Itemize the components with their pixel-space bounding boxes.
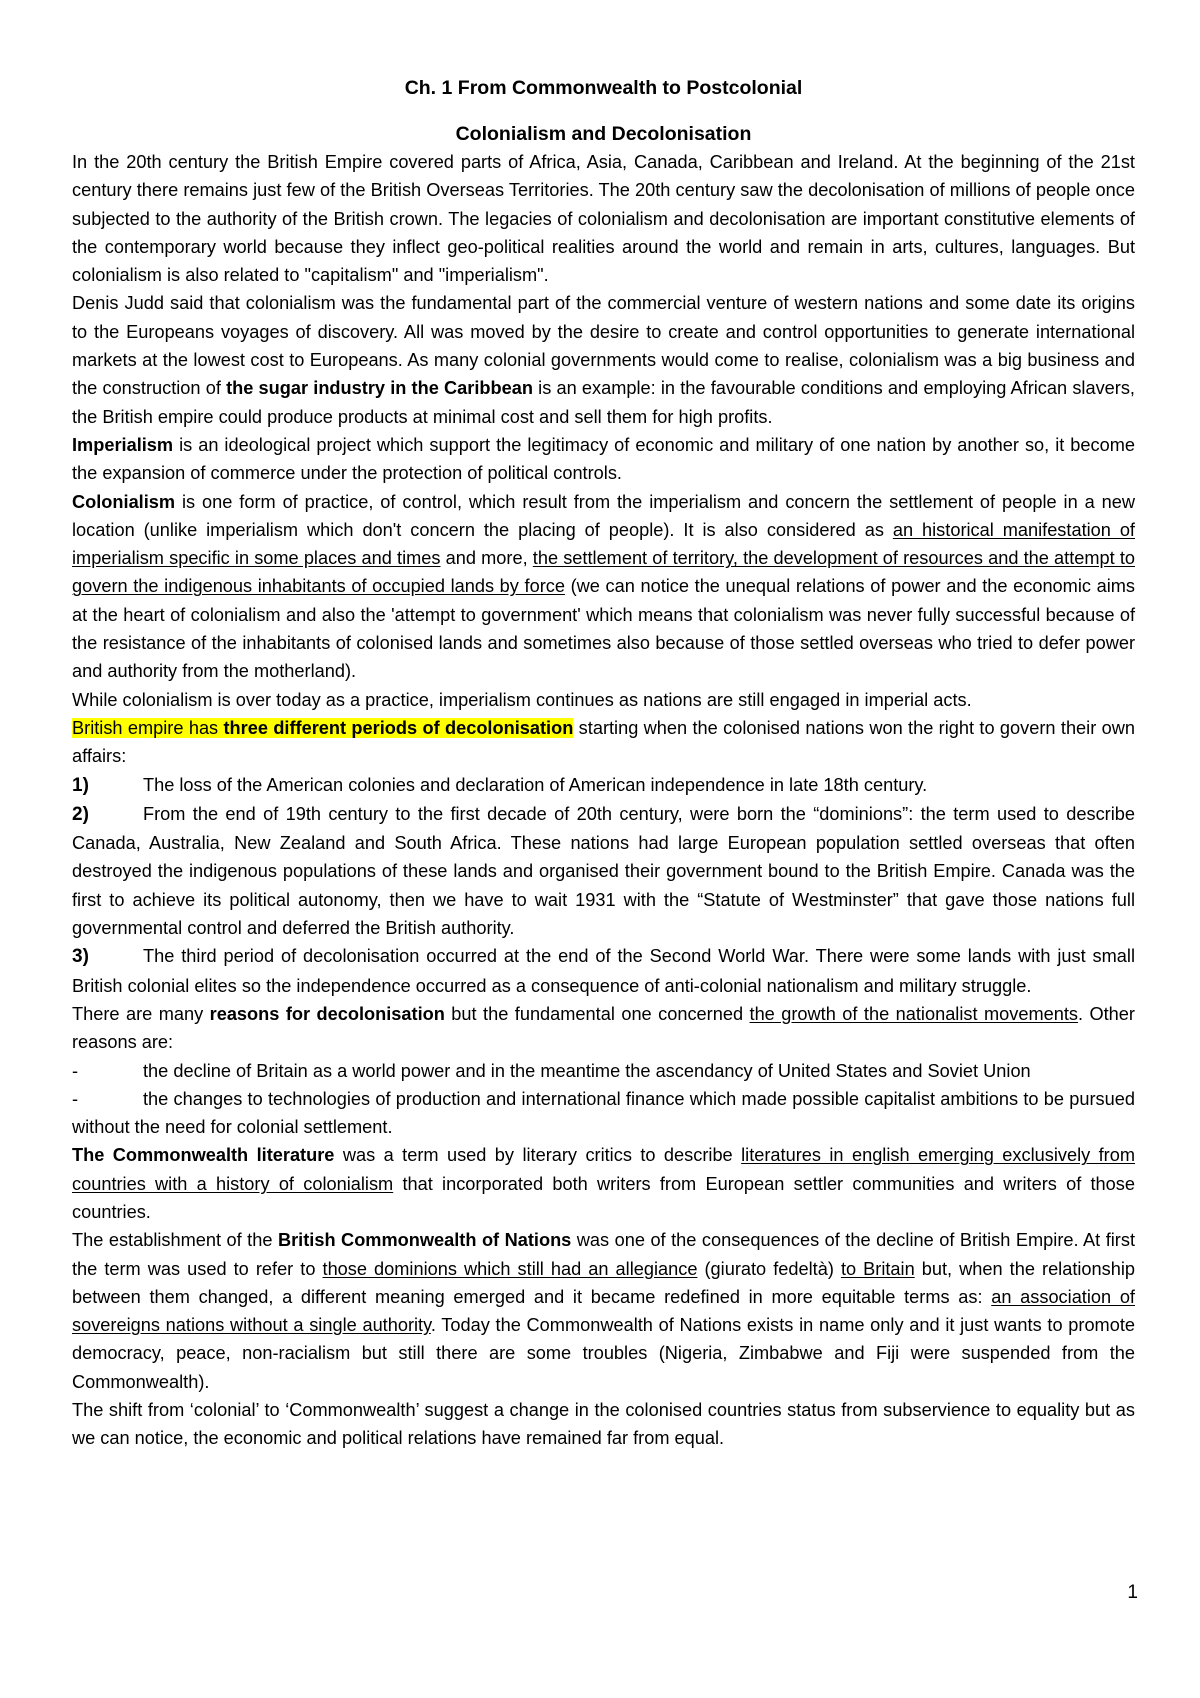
underlined-text: those dominions which still had an allegiance <box>322 1258 698 1279</box>
paragraph-commonwealth-literature <box>72 1141 1135 1226</box>
list-bullet: - <box>72 1088 79 1109</box>
list-item-text: From the end of 19th century to the first decade of 20th century, were born the “dominions”: the term used to describe Canada, Australia, New Zealand and South Africa. These nations had large European population settled overseas that often destroyed the indigenous populations of these lands and organised their government bound to the British Empire. Canada was the first to achieve its political autonomy, then we have to wait 1931 with the “Statute of Westminster” that gave those nations full governmental control and deferred the British authority. <box>72 803 1135 939</box>
text-run: is an ideological project which support the legitimacy of economic and military of one nation by another so, it become the expansion of commerce under the protection of political controls. <box>72 434 1135 484</box>
text-run: There are many <box>72 1003 210 1024</box>
underlined-text: an historical manifestation of imperialism specific in some places and times <box>72 519 1135 569</box>
list-item-text: The third period of decolonisation occurred at the end of the Second World War. There were some lands with just small British colonial elites so the independence occurred as a consequence of anti-colonial nationalism and military struggle. <box>72 946 1135 996</box>
paragraph-imperialism <box>72 431 1135 488</box>
text-run: that incorporated both writers from European settler communities and writers of those countries. <box>72 1173 1135 1222</box>
text-run: (we can notice the unequal relations of power and the economic aims at the heart of colonialism and also the 'attempt to government' which means that colonialism was never fully successful because of the resistance of the inhabitants of colonised lands and sometimes also because of those settled overseas who tried to defer power and authority from the motherland). <box>72 576 1135 682</box>
list-item-text: the decline of Britain as a world power and in the meantime the ascendancy of United States and Soviet Union <box>143 1060 1031 1081</box>
paragraph-colonialism <box>72 488 1135 686</box>
paragraph-reasons <box>72 1000 1135 1057</box>
text-run: (giurato fedeltà) <box>697 1258 841 1279</box>
bold-text: the sugar industry in the Caribbean <box>226 378 533 399</box>
section-title: Colonialism and Decolonisation <box>455 123 752 145</box>
text-run: . Other reasons are: <box>72 1003 1135 1053</box>
bold-text: three different periods of decolonisation <box>223 717 574 738</box>
text-run: is one form of practice, of control, which result from the imperialism and concern the settlement of people in a new location (unlike imperialism which don't concern the placing of people). It is also considered as <box>72 491 1135 540</box>
list-item <box>72 942 1135 1000</box>
underlined-text: literatures in english emerging exclusively from countries with a history of colonialism <box>72 1145 1136 1194</box>
underlined-text: the growth of the nationalist movements <box>749 1003 1078 1024</box>
text-run: British empire has <box>72 717 224 738</box>
chapter-title: Ch. 1 From Commonwealth to Postcolonial <box>404 77 803 99</box>
list-bullet: - <box>72 1060 79 1081</box>
periods-list <box>72 771 1135 1000</box>
paragraph-commonwealth-nations <box>72 1226 1135 1396</box>
text-run: was a term used by literary critics to describe <box>334 1145 742 1166</box>
paragraph-imperial-acts: While colonialism is over today as a practice, imperialism continues as nations are still engaged in imperial acts. <box>72 689 972 710</box>
text-run: starting when the colonised nations won the right to govern their own affairs: <box>72 717 1135 767</box>
bold-text: reasons for decolonisation <box>209 1003 445 1024</box>
list-item <box>72 1057 1135 1085</box>
text-run: Denis Judd said that colonialism was the fundamental part of the commercial venture of western nations and some date its origins to the Europeans voyages of discovery. All was moved by the desire to create and control opportunities to generate international markets at the lowest cost to Europeans. As many colonial governments would come to realise, colonialism was a big business and the construction of <box>72 293 1135 399</box>
list-item <box>72 800 1135 942</box>
text-run: The establishment of the <box>72 1230 278 1251</box>
term-commonwealth-literature: The Commonwealth literature <box>72 1145 335 1166</box>
term-imperialism: Imperialism <box>72 434 174 455</box>
text-run: and more, <box>440 548 533 569</box>
paragraph-intro: In the 20th century the British Empire covered parts of Africa, Asia, Canada, Caribbean and Ireland. At the beginning of the 21st century there remains just few of the British Overseas Territories. The 20th century saw the decolonisation of millions of people once subjected to the authority of the British crown. The legacies of colonialism and decolonisation are important constitutive elements of the contemporary world because they inflect geo-political realities around the world and remain in arts, cultures, languages. But colonialism is also related to "capitalism" and "imperialism". <box>72 152 1135 286</box>
reasons-list <box>72 1057 1135 1142</box>
text-run: but the fundamental one concerned <box>444 1003 750 1024</box>
list-item-text: The loss of the American colonies and declaration of American independence in late 18th century. <box>143 774 928 795</box>
list-item <box>72 1085 1135 1142</box>
term-colonialism: Colonialism <box>72 491 176 512</box>
list-number: 3) <box>72 946 89 968</box>
page-number: 1 <box>1127 1582 1138 1603</box>
text-run: is an example: in the favourable conditions and employing African slavers, the British empire could produce products at minimal cost and sell them for high profits. <box>72 378 1135 427</box>
paragraph-periods-intro <box>72 714 1135 771</box>
text-run: . Today the Commonwealth of Nations exists in name only and it just wants to promote democracy, peace, non-racialism but still there are some troubles (Nigeria, Zimbabwe and Fiji were suspended from the Commonwealth). <box>72 1315 1135 1392</box>
bold-text: British Commonwealth of Nations <box>277 1230 572 1251</box>
text-run: was one of the consequences of the decline of British Empire. At first the term was used to refer to <box>72 1230 1135 1279</box>
underlined-text: to Britain <box>840 1258 915 1279</box>
list-number: 1) <box>72 774 89 796</box>
underlined-text: the settlement of territory, the development of resources and the attempt to govern the indigenous inhabitants of occupied lands by force <box>72 548 1135 597</box>
list-item-text: the changes to technologies of production and international finance which made possible capitalist ambitions to be pursued without the need for colonial settlement. <box>72 1088 1135 1138</box>
list-item <box>72 771 1135 800</box>
paragraph-judd <box>72 289 1135 430</box>
text-run: but, when the relationship between them changed, a different meaning emerged and it became redefined in more equitable terms as: <box>72 1258 1136 1307</box>
highlighted-text <box>72 718 573 738</box>
underlined-text: an association of sovereigns nations without a single authority <box>72 1286 1135 1336</box>
document-page <box>72 74 1135 1453</box>
paragraph-conclusion: The shift from ‘colonial’ to ‘Commonwealth’ suggest a change in the colonised countries status from subservience to equality but as we can notice, the economic and political relations have remained far from equal. <box>72 1400 1135 1449</box>
list-number: 2) <box>72 803 89 825</box>
